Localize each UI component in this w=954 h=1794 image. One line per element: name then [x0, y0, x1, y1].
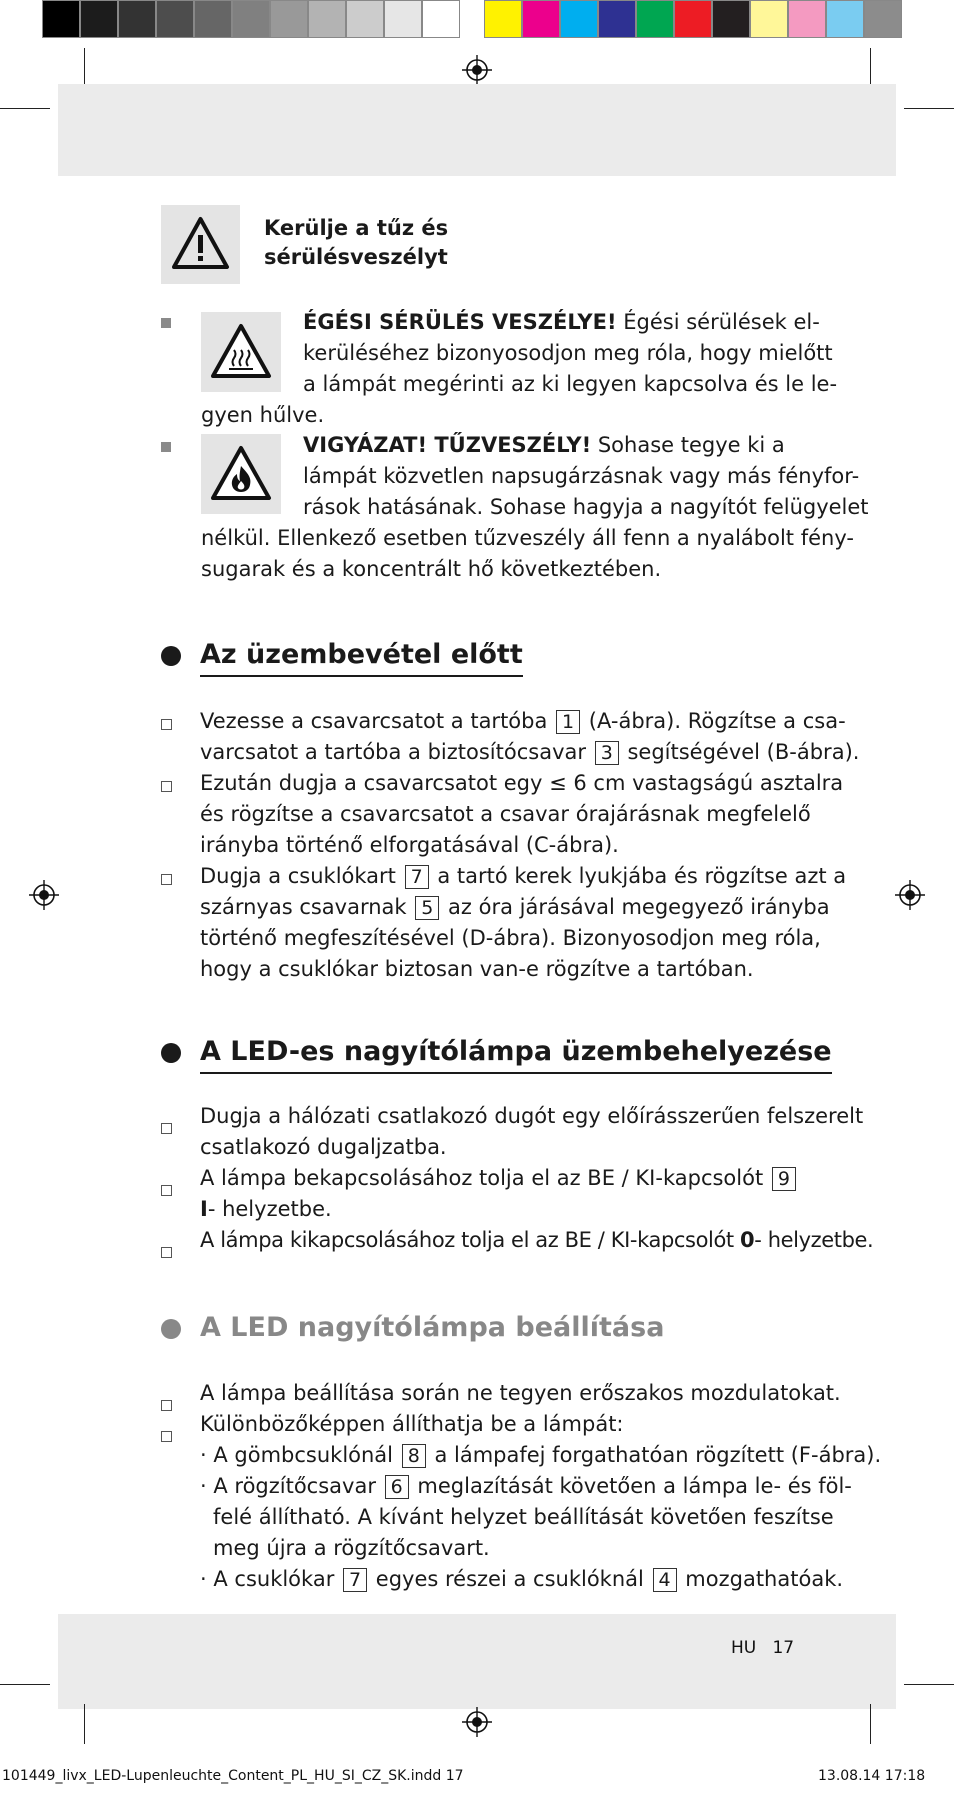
- list-bullet: [161, 1431, 172, 1442]
- list-bullet: [161, 1123, 172, 1134]
- list-bullet: [161, 1185, 172, 1196]
- slug-date: 13.08.14 17:18: [818, 1768, 926, 1784]
- header-band: [58, 84, 896, 176]
- warning-icon-box: [161, 205, 240, 284]
- color-swatch: [674, 0, 712, 38]
- registration-mark-icon: [29, 880, 59, 910]
- registration-mark-icon: [895, 880, 925, 910]
- section-heading-startup: A LED-es nagyítólámpa üzembehelyezése: [200, 1034, 832, 1074]
- list-item: Ezután dugja a csavarcsatot egy ≤ 6 cm vastagságú asztalra és rögzítse a csavarcsatot a csavar órajárásnak megfelelő irányba történő elforgatásával (C-ábra).: [200, 771, 844, 857]
- list-bullet: [161, 1400, 172, 1411]
- warning-triangle-icon: [161, 205, 240, 284]
- list-item: Dugja a csuklókart 7 a tartó kerek lyukjába és rögzítse azt a szárnyas csavarnak 5 az óra járásával megegyező irányba történő megfeszítésével (D-ábra). Bizonyosodjon meg róla, hogy a csuklókar biztosan van-e rögzítve a tartóban.: [200, 864, 847, 981]
- gray-swatch: [42, 0, 80, 38]
- warning-fire-text-cont: nélkül. Ellenkező esetben tűzveszély áll fenn a nyalábolt fény- sugarak és a koncentrált hő következtében.: [201, 526, 854, 581]
- section-heading-before-use: Az üzembevétel előtt: [200, 637, 523, 677]
- list-bullet: [161, 719, 172, 730]
- gray-swatch: [270, 0, 308, 38]
- process-color-bar: [484, 0, 902, 40]
- section-bullet: [161, 1319, 181, 1339]
- gray-swatch: [232, 0, 270, 38]
- color-swatch: [636, 0, 674, 38]
- crop-mark: [84, 1704, 85, 1744]
- color-swatch: [864, 0, 902, 38]
- fire-hazard-icon-box: [201, 434, 281, 514]
- section-bullet: [161, 646, 181, 666]
- registration-mark-icon: [462, 55, 492, 85]
- crop-mark: [870, 1704, 871, 1744]
- list-bullet: [161, 318, 171, 328]
- page-number: HU 17: [731, 1638, 795, 1658]
- section-heading-adjustment: A LED nagyítólámpa beállítása: [200, 1312, 665, 1343]
- list-item: Vezesse a csavarcsatot a tartóba 1 (A-ábra). Rögzítse a csa- varcsatot a tartóba a biztosítócsavar 3 segítségével (B-ábra).: [200, 709, 860, 764]
- warning-burn-text: ÉGÉSI SÉRÜLÉS VESZÉLYE! Égési sérülések el- kerüléséhez bizonyosodjon meg róla, hogy mielőtt a lámpát megérinti az ki legyen kapcsolva és le le-: [303, 310, 838, 396]
- fire-hazard-icon: [201, 434, 281, 514]
- list-item: Dugja a hálózati csatlakozó dugót egy előírásszerűen felszerelt csatlakozó dugaljzatba.: [200, 1104, 864, 1159]
- footer-band: [58, 1614, 896, 1709]
- sub-list: · A gömbcsuklónál 8 a lámpafej forgathatóan rögzített (F-ábra). · A rögzítőcsavar 6 meglazítását követően a lámpa le- és föl- felé állítható. A kívánt helyzet beállítását követően feszítse meg újra a rögzítőcsavart. · A csuklókar 7 egyes részei a csuklóknál 4 mozgathatóak.: [200, 1443, 882, 1591]
- hot-surface-icon: [201, 312, 281, 392]
- color-swatch: [826, 0, 864, 38]
- gray-swatch: [384, 0, 422, 38]
- slug-filename: 101449_livx_LED-Lupenleuchte_Content_PL_HU_SI_CZ_SK.indd 17: [2, 1768, 464, 1784]
- list-item: A lámpa bekapcsolásához tolja el az BE / KI-kapcsolót 9 I- helyzetbe.: [200, 1163, 798, 1225]
- crop-mark: [0, 108, 50, 109]
- list-item: A lámpa kikapcsolásához tolja el az BE / KI-kapcsolót 0- helyzetbe.: [200, 1228, 874, 1252]
- color-swatch: [484, 0, 522, 38]
- crop-mark: [904, 108, 954, 109]
- crop-mark: [904, 1684, 954, 1685]
- list-bullet: [161, 781, 172, 792]
- grayscale-color-bar: [42, 0, 460, 40]
- list-bullet: [161, 442, 171, 452]
- gray-swatch: [118, 0, 156, 38]
- hot-surface-icon-box: [201, 312, 281, 392]
- color-swatch: [560, 0, 598, 38]
- color-swatch: [712, 0, 750, 38]
- list-bullet: [161, 1247, 172, 1258]
- gray-swatch: [346, 0, 384, 38]
- list-item: A lámpa beállítása során ne tegyen erőszakos mozdulatokat.: [200, 1381, 841, 1405]
- registration-mark-icon: [462, 1707, 492, 1737]
- list-bullet: [161, 874, 172, 885]
- color-swatch: [598, 0, 636, 38]
- gray-swatch: [194, 0, 232, 38]
- gray-swatch: [308, 0, 346, 38]
- color-swatch: [750, 0, 788, 38]
- color-swatch: [788, 0, 826, 38]
- gray-swatch: [422, 0, 460, 38]
- gray-swatch: [156, 0, 194, 38]
- warning-title: Kerülje a tűz és sérülésveszélyt: [264, 216, 449, 269]
- warning-burn-text-cont: gyen hűlve.: [201, 403, 325, 427]
- crop-mark: [870, 48, 871, 88]
- crop-mark: [84, 48, 85, 88]
- warning-fire-text: VIGYÁZAT! TŰZVESZÉLY! Sohase tegye ki a lámpát közvetlen napsugárzásnak vagy más fényfor- rások hatásának. Sohase hagyja a nagyítót felügyelet: [303, 433, 869, 519]
- list-item: Különbözőképpen állíthatja be a lámpát:: [200, 1412, 624, 1436]
- section-bullet: [161, 1043, 181, 1063]
- gray-swatch: [80, 0, 118, 38]
- crop-mark: [0, 1684, 50, 1685]
- color-swatch: [522, 0, 560, 38]
